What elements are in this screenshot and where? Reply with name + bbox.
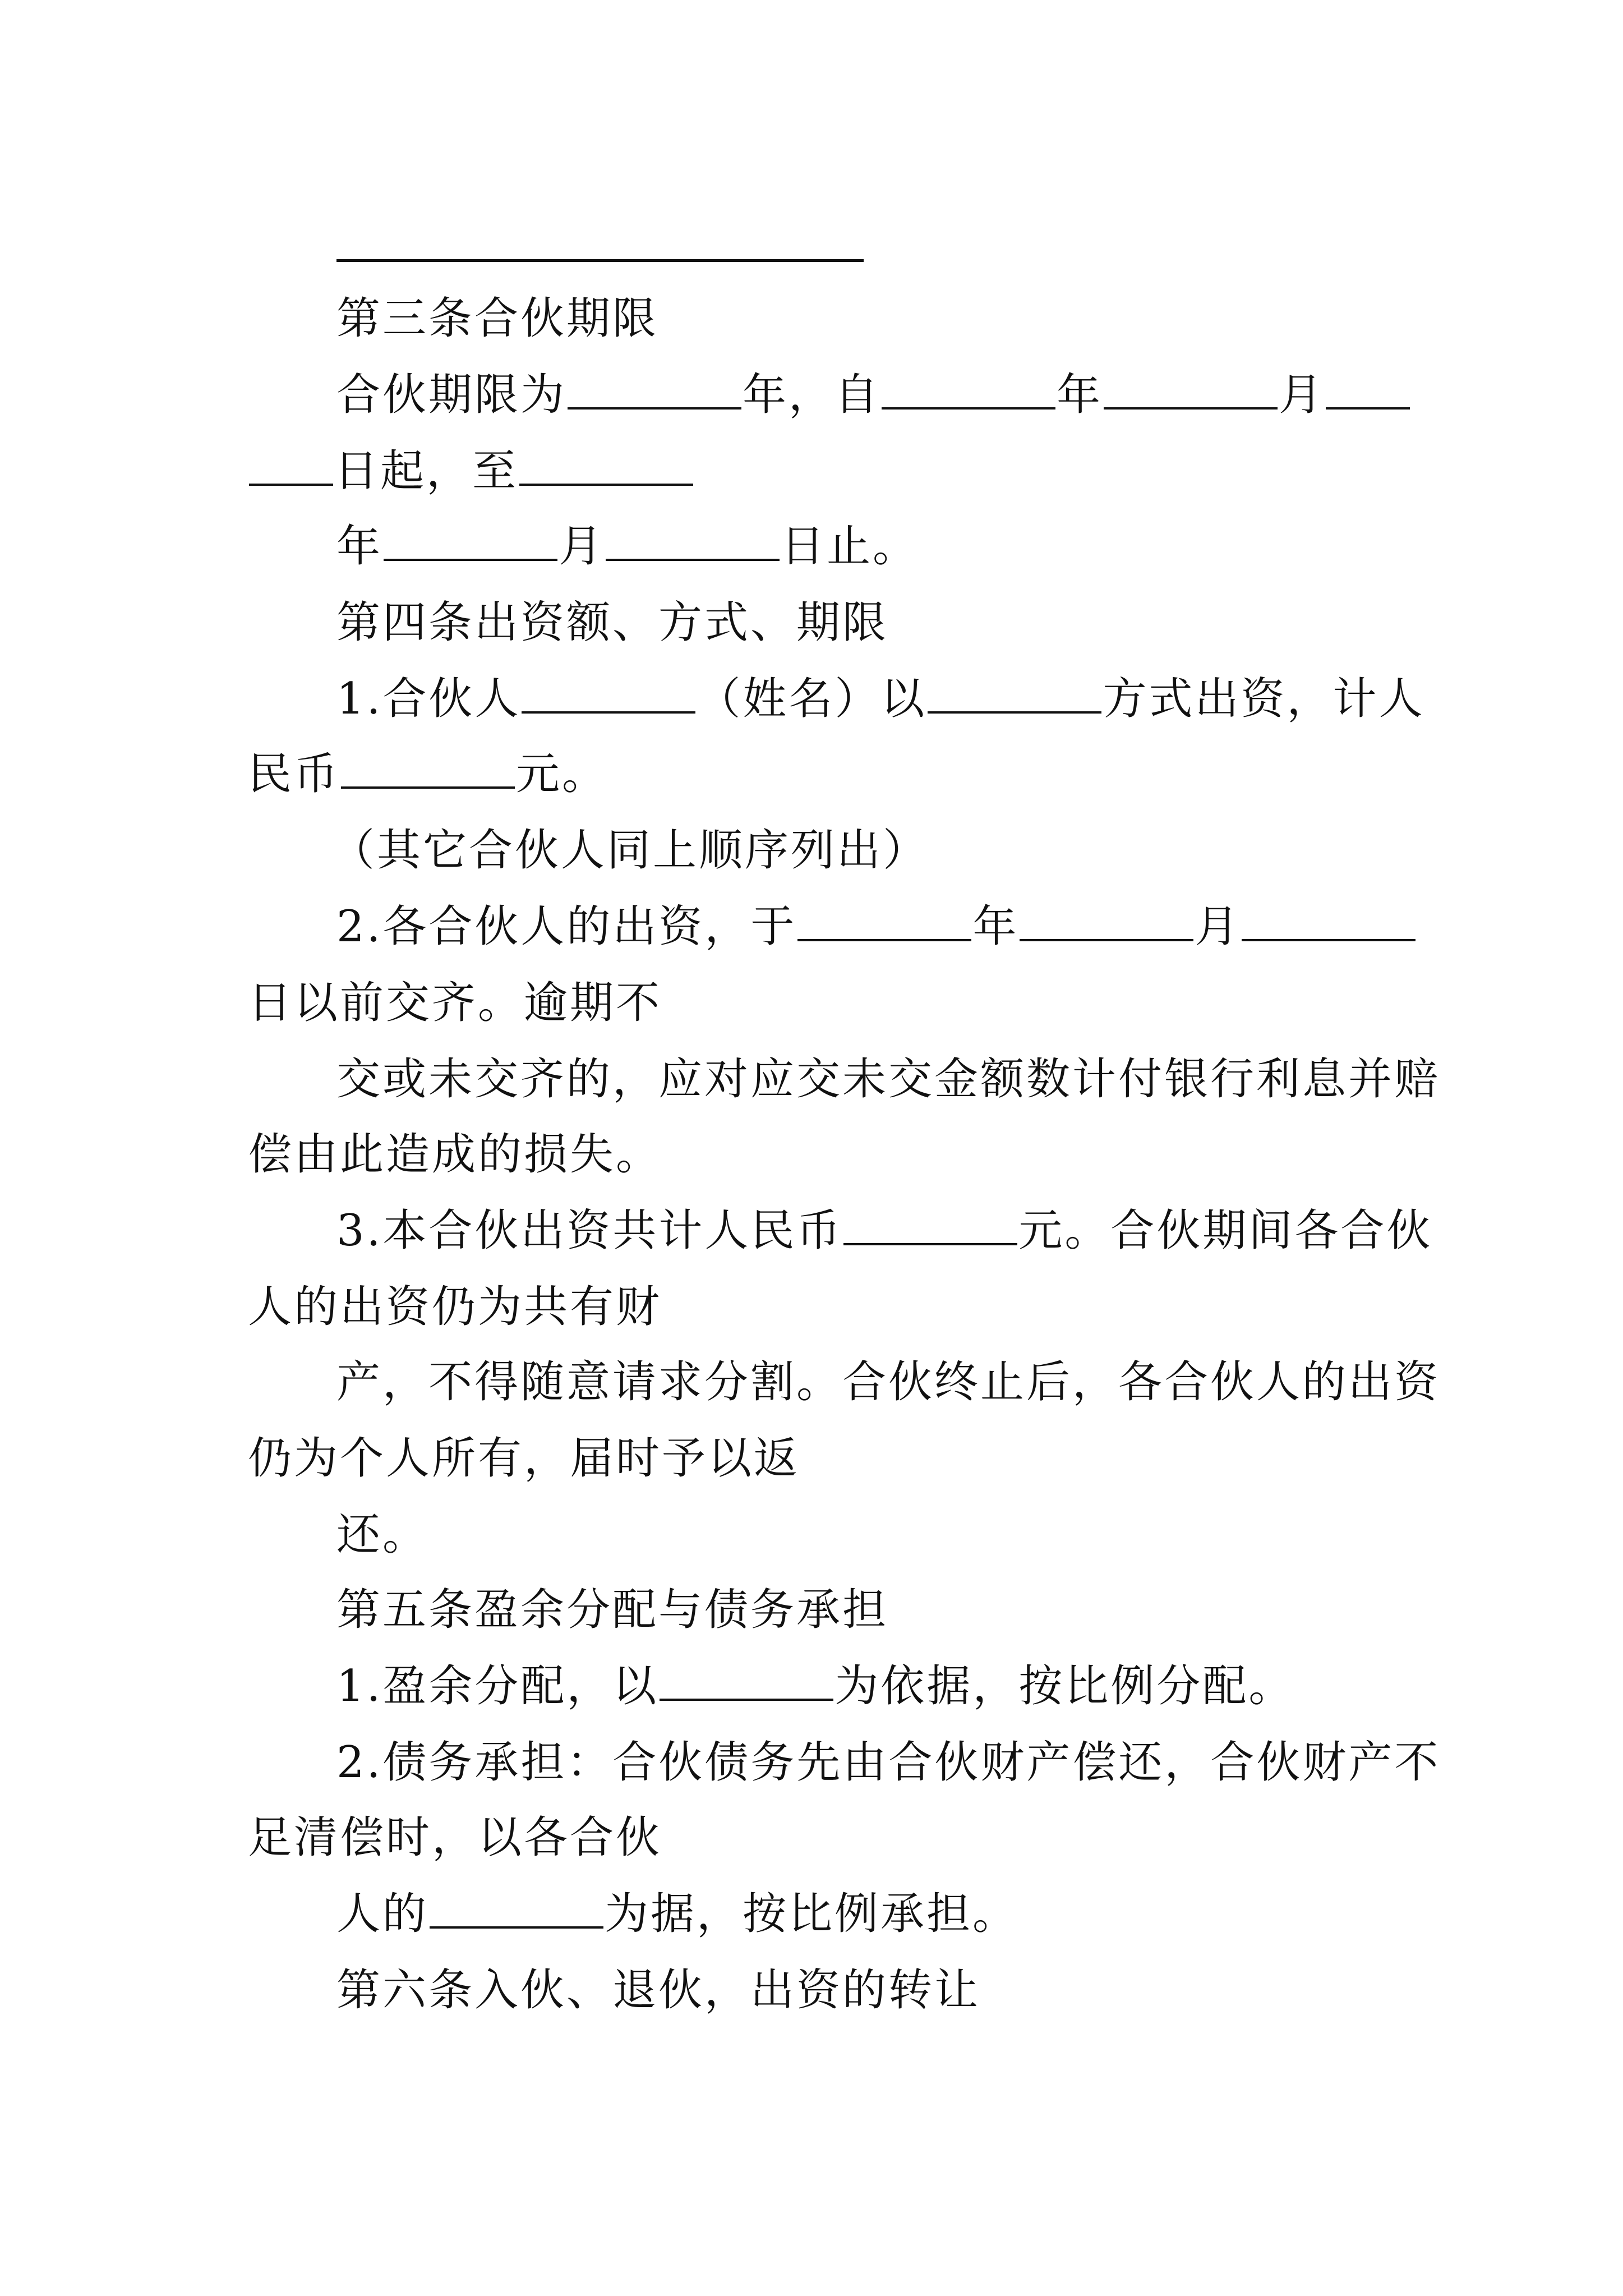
- article-4-note: （其它合伙人同上顺序列出）: [331, 825, 929, 876]
- blank-deadline-year[interactable]: [797, 900, 971, 941]
- blank-term-years[interactable]: [568, 368, 741, 409]
- blank-start-month[interactable]: [1104, 368, 1278, 409]
- blank-start-day-part2[interactable]: [249, 444, 333, 486]
- article-3-line-1: 合伙期限为 年，自 年 月: [336, 367, 1411, 423]
- top-fill-line: [336, 259, 864, 262]
- article-6-title: 第六条入伙、退伙，出资的转让: [336, 1965, 981, 2016]
- blank-deadline-month[interactable]: [1020, 900, 1193, 941]
- article-4-item-1: 1.合伙人 （姓名）以 方式出资，计人: [336, 671, 1424, 727]
- article-5-item-2: 2.债务承担：合伙债务先由合伙财产偿还，合伙财产不: [336, 1737, 1441, 1788]
- article-3-title: 第三条合伙期限: [336, 293, 659, 344]
- article-4-item-3-cont3: 仍为个人所有，届时予以返: [248, 1433, 800, 1484]
- article-4-item-3-cont4: 还。: [336, 1510, 429, 1560]
- article-4-item-3: 3.本合伙出资共计人民币 元。合伙期间各合伙: [336, 1203, 1432, 1259]
- blank-contribution-amount[interactable]: [341, 747, 515, 789]
- article-4-item-3-cont: 人的出资仍为共有财: [248, 1282, 662, 1332]
- blank-contribution-method[interactable]: [928, 672, 1101, 714]
- blank-start-year[interactable]: [882, 368, 1055, 409]
- blank-start-day-part1[interactable]: [1326, 368, 1410, 409]
- article-4-item-2-cont: 日以前交齐。逾期不: [248, 978, 662, 1028]
- blank-end-month[interactable]: [384, 519, 557, 561]
- article-5-title: 第五条盈余分配与债务承担: [336, 1585, 889, 1635]
- blank-debt-basis[interactable]: [430, 1887, 603, 1929]
- blank-total-contribution[interactable]: [843, 1204, 1017, 1245]
- article-5-item-1: 1.盈余分配，以 为依据，按比例分配。: [336, 1658, 1294, 1714]
- blank-deadline-day[interactable]: [1242, 900, 1415, 941]
- article-5-item-2-cont2: 人的 为据，按比例承担。: [336, 1886, 1018, 1942]
- article-4-item-3-cont2: 产，不得随意请求分割。合伙终止后，各合伙人的出资: [336, 1357, 1441, 1407]
- article-4-item-2: 2.各合伙人的出资，于 年 月: [336, 899, 1417, 955]
- blank-end-day[interactable]: [606, 519, 780, 561]
- article-3-line-3: 年 月 日止。: [336, 518, 919, 574]
- article-4-title: 第四条出资额、方式、期限: [336, 597, 889, 648]
- article-4-item-2-cont3: 偿由此造成的损失。: [248, 1129, 662, 1180]
- article-5-item-2-cont: 足清偿时，以各合伙: [248, 1812, 662, 1863]
- blank-profit-basis[interactable]: [660, 1659, 833, 1701]
- blank-partner-name[interactable]: [522, 672, 695, 714]
- article-3-line-2: 日起，至: [248, 443, 694, 499]
- blank-end-year-prefix[interactable]: [519, 444, 693, 486]
- article-4-item-1-cont: 民币 元。: [248, 746, 608, 802]
- article-4-item-2-cont2: 交或未交齐的，应对应交未交金额数计付银行利息并赔: [336, 1054, 1441, 1105]
